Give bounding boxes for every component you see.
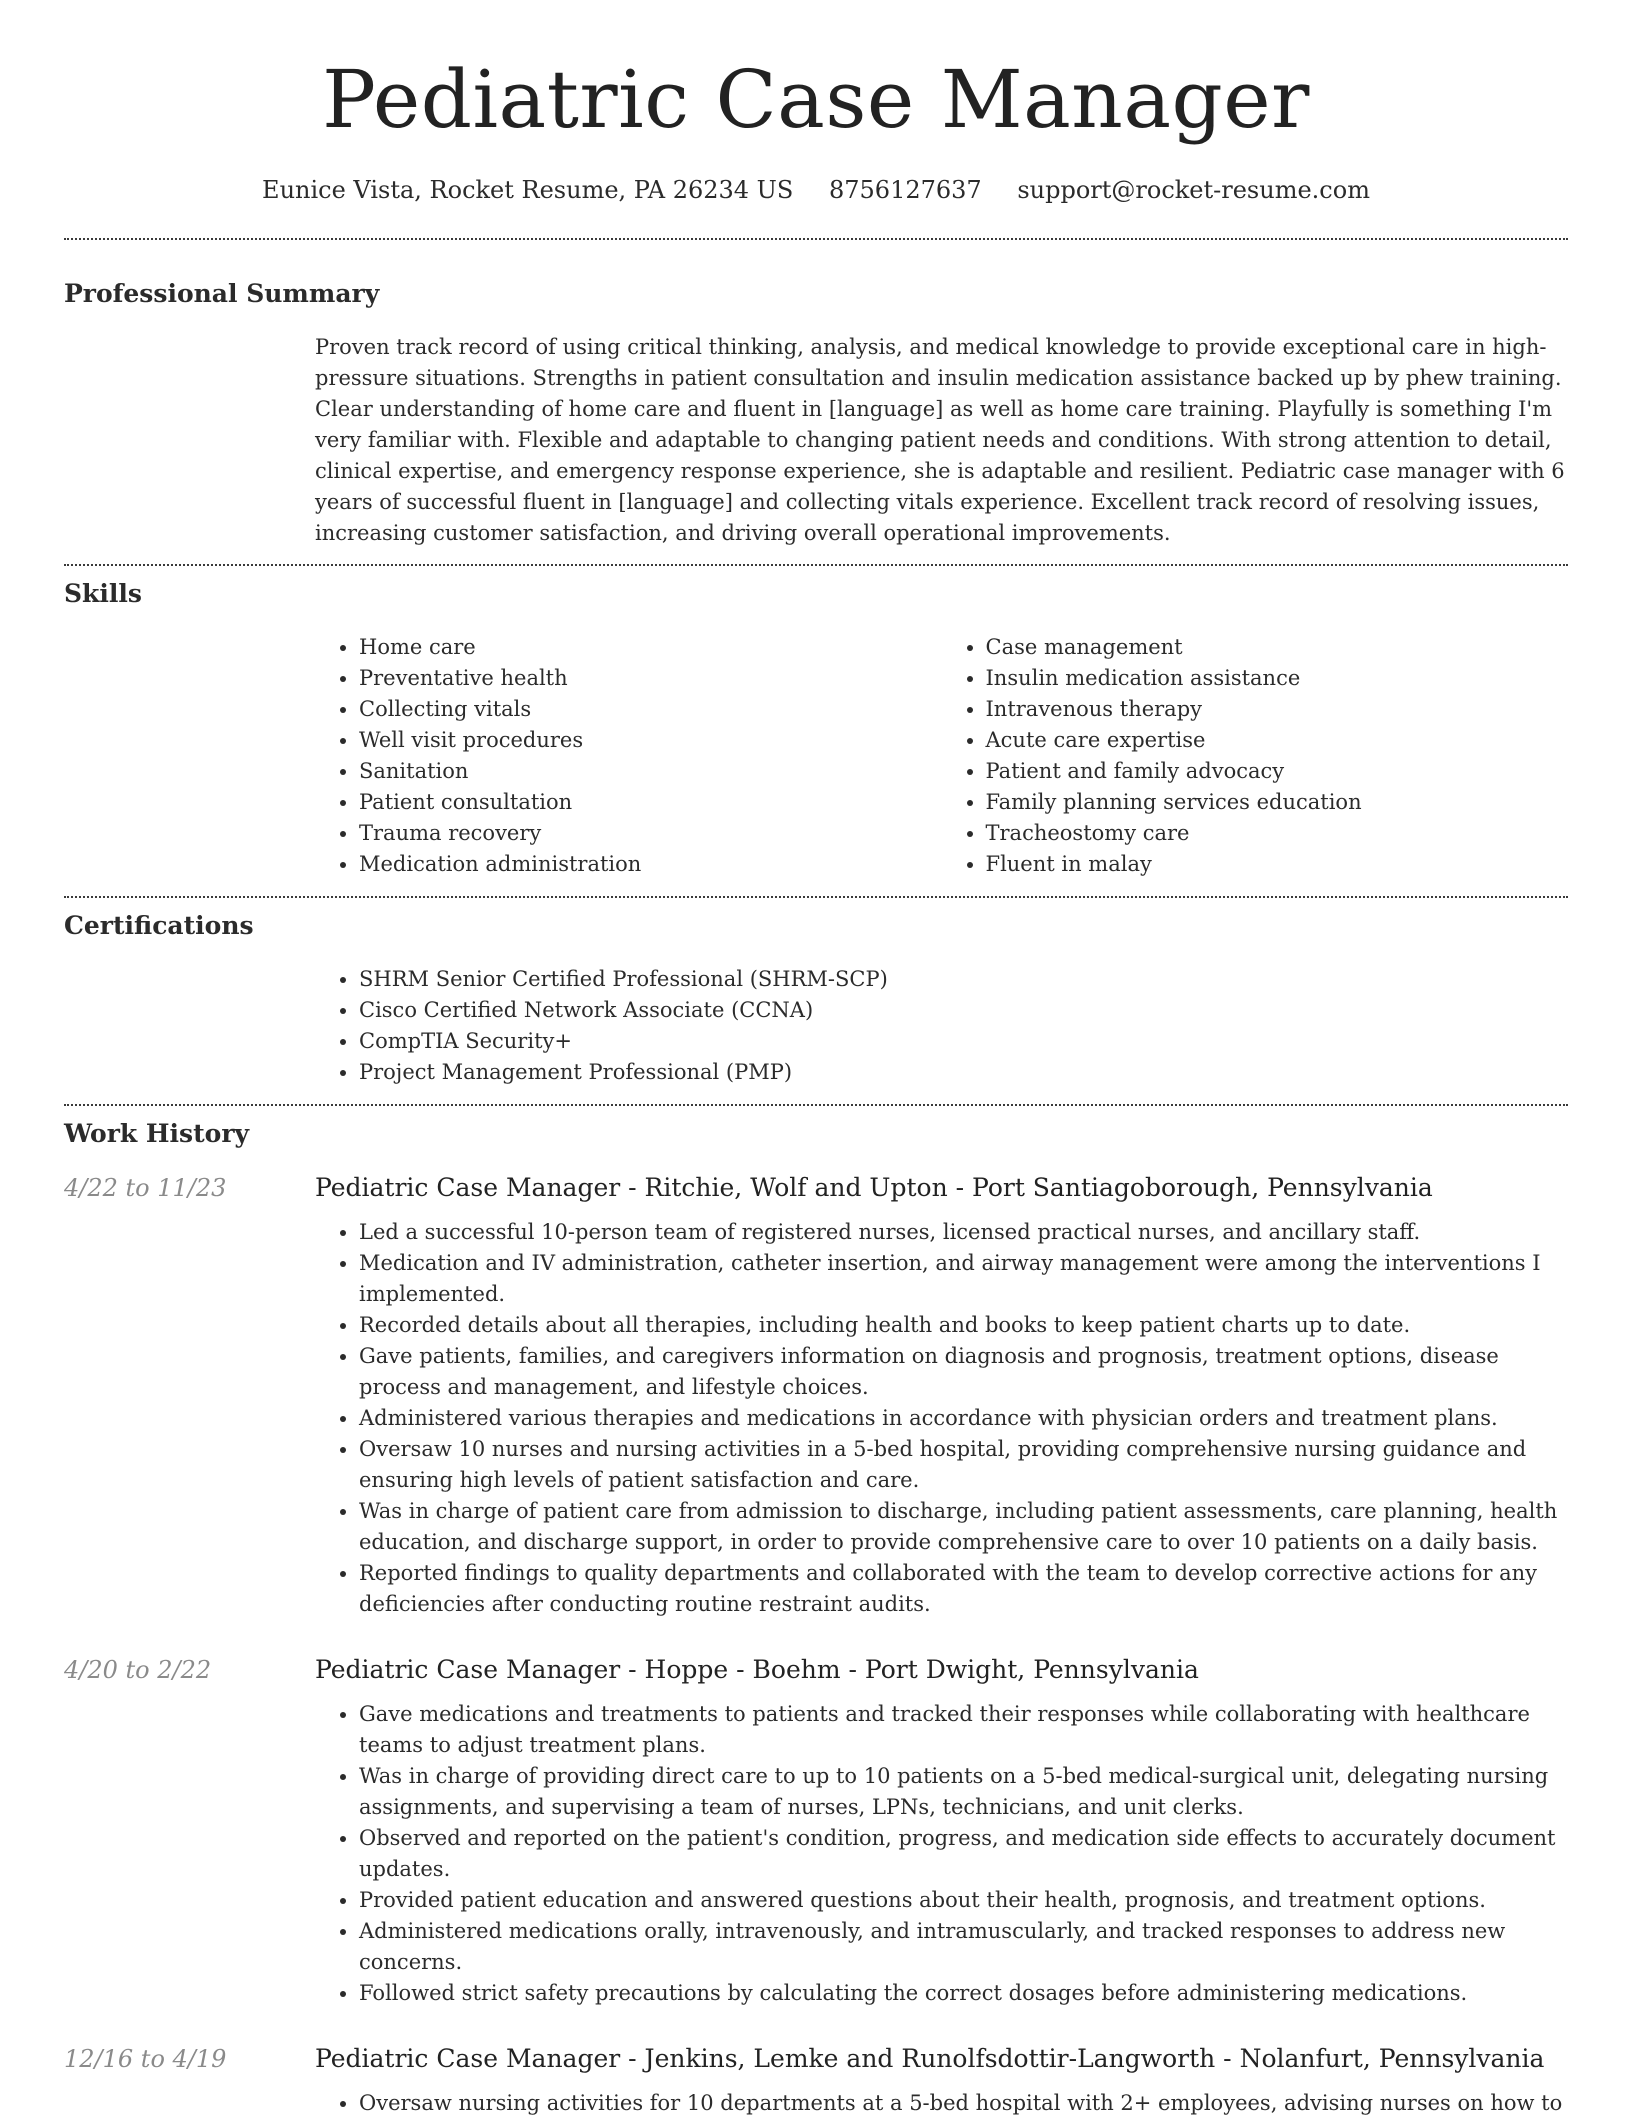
job-date: 4/20 to 2/22: [64, 1656, 212, 1684]
job-title: Pediatric Case Manager - Hoppe - Boehm - Port Dwight, Pennsylvania: [315, 1655, 1199, 1684]
job-bullet: • Followed strict safety precautions by calculating the correct dosages before administering medications.: [359, 1978, 1568, 2009]
job-bullet: • Administered various therapies and medications in accordance with physician orders and treatment plans.: [359, 1403, 1568, 1434]
skill-item: • Acute care expertise: [986, 725, 1569, 756]
job-bullet: • Was in charge of patient care from admission to discharge, including patient assessments, care planning, health education, and discharge support, in order to provide comprehensive care to over 10 patients on a daily basis.: [359, 1496, 1568, 1558]
work-history-section: [64, 1106, 1568, 2119]
skill-item: • Intravenous therapy: [986, 694, 1569, 725]
summary-title: Professional Summary: [64, 279, 380, 308]
summary-text: Proven track record of using critical thinking, analysis, and medical knowledge to provide exceptional care in high-pressure situations. Strengths in patient consultation and insulin medication assistance backed up by phew training. Clear understanding of home care and fluent in [language] as well as home care training. Playfully is something I'm very familiar with. Flexible and adaptable to changing patient needs and conditions. With strong attention to detail, clinical expertise, and emergency response experience, she is adaptable and resilient. Pediatric case manager with 6 years of successful fluent in [language] and collecting vitals experience. Excellent track record of resolving issues, increasing customer satisfaction, and driving overall operational improvements.: [315, 335, 1565, 545]
job-entry: [64, 1172, 1568, 1620]
skills-list-right: [942, 632, 1569, 880]
certification-item: • CompTIA Security+: [359, 1026, 1568, 1057]
certification-item: • Project Management Professional (PMP): [359, 1057, 1568, 1088]
job-bullet: • Medication and IV administration, catheter insertion, and airway management were among the interventions I implemented.: [359, 1248, 1568, 1310]
contact-address: Eunice Vista, Rocket Resume, PA 26234 US: [262, 176, 794, 204]
job-title: Pediatric Case Manager - Ritchie, Wolf and Upton - Port Santiagoborough, Pennsylvania: [315, 1173, 1433, 1202]
resume-page: [64, 0, 1568, 2119]
certifications-list: [315, 964, 1568, 1088]
job-bullet: • Administered medications orally, intravenously, and intramuscularly, and tracked responses to address new concerns.: [359, 1916, 1568, 1978]
job-bullet: • Led a successful 10-person team of registered nurses, licensed practical nurses, and ancillary staff.: [359, 1217, 1568, 1248]
job-bullet: • Oversaw 10 nurses and nursing activities in a 5-bed hospital, providing comprehensive nursing guidance and ensuring high levels of patient satisfaction and care.: [359, 1434, 1568, 1496]
summary-section: [64, 240, 1568, 549]
contact-email: support@rocket-resume.com: [1017, 176, 1370, 204]
job-bullet: • Oversaw nursing activities for 10 departments at a 5-bed hospital with 2+ employees, advising nurses on how to: [359, 2088, 1568, 2119]
skill-item: • Fluent in malay: [986, 849, 1569, 880]
job-bullets: [315, 2088, 1568, 2119]
certifications-title: Certifications: [64, 911, 254, 940]
job-entry: [64, 1654, 1568, 2009]
contact-line: [64, 174, 1568, 206]
job-title: Pediatric Case Manager - Jenkins, Lemke and Runolfsdottir-Langworth - Nolanfurt, Pennsylvania: [315, 2044, 1545, 2073]
skill-item: • Home care: [359, 632, 942, 663]
job-entry: [64, 2043, 1568, 2119]
skill-item: • Collecting vitals: [359, 694, 942, 725]
certification-item: • Cisco Certified Network Associate (CCNA): [359, 995, 1568, 1026]
skill-item: • Patient and family advocacy: [986, 756, 1569, 787]
job-bullet: • Gave medications and treatments to patients and tracked their responses while collaborating with healthcare teams to adjust treatment plans.: [359, 1699, 1568, 1761]
skill-item: • Well visit procedures: [359, 725, 942, 756]
skill-item: • Preventative health: [359, 663, 942, 694]
skills-list-left: [315, 632, 942, 880]
job-bullet: • Recorded details about all therapies, including health and books to keep patient charts up to date.: [359, 1310, 1568, 1341]
resume-name: Pediatric Case Manager: [322, 53, 1310, 146]
job-date: 4/22 to 11/23: [64, 1174, 227, 1202]
certifications-section: [64, 898, 1568, 1088]
job-bullet: • Gave patients, families, and caregivers information on diagnosis and prognosis, treatment options, disease process and management, and lifestyle choices.: [359, 1341, 1568, 1403]
skill-item: • Tracheostomy care: [986, 818, 1569, 849]
work-history-title: Work History: [64, 1119, 250, 1148]
skill-item: • Family planning services education: [986, 787, 1569, 818]
job-date: 12/16 to 4/19: [64, 2045, 227, 2073]
skill-item: • Case management: [986, 632, 1569, 663]
skill-item: • Sanitation: [359, 756, 942, 787]
job-bullet: • Reported findings to quality departments and collaborated with the team to develop corrective actions for any deficiencies after conducting routine restraint audits.: [359, 1558, 1568, 1620]
contact-phone: 8756127637: [828, 176, 982, 204]
skill-item: • Trauma recovery: [359, 818, 942, 849]
job-bullet: • Provided patient education and answered questions about their health, prognosis, and treatment options.: [359, 1885, 1568, 1916]
job-bullets: [315, 1699, 1568, 2009]
certification-item: • SHRM Senior Certified Professional (SHRM-SCP): [359, 964, 1568, 995]
job-bullets: [315, 1217, 1568, 1620]
job-bullet: • Was in charge of providing direct care to up to 10 patients on a 5-bed medical-surgical unit, delegating nursing assignments, and supervising a team of nurses, LPNs, technicians, and unit clerks.: [359, 1761, 1568, 1823]
skills-section: [64, 566, 1568, 880]
skill-item: • Medication administration: [359, 849, 942, 880]
skill-item: • Patient consultation: [359, 787, 942, 818]
job-bullet: • Observed and reported on the patient's condition, progress, and medication side effects to accurately document updates.: [359, 1823, 1568, 1885]
skills-title: Skills: [64, 579, 142, 608]
skill-item: • Insulin medication assistance: [986, 663, 1569, 694]
